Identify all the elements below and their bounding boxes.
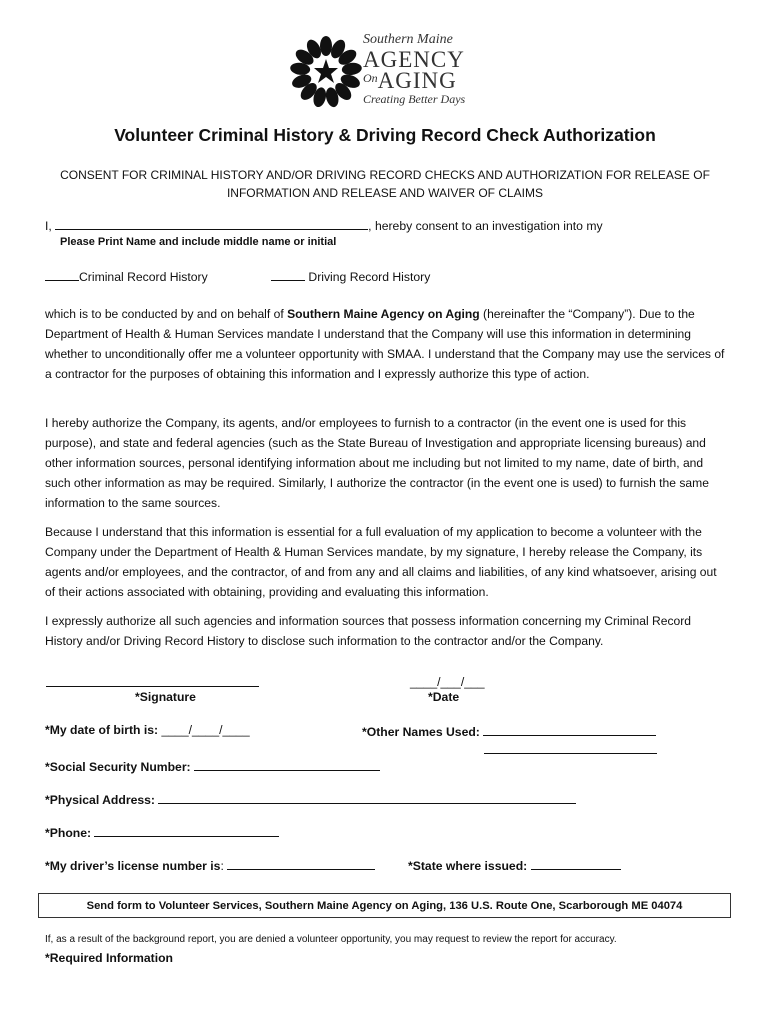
logo-aging: AGING xyxy=(377,68,457,93)
logo-tagline: Creating Better Days xyxy=(363,92,466,106)
criminal-check-label: Criminal Record History xyxy=(79,270,208,284)
dob-row xyxy=(45,723,250,737)
required-note: *Required Information xyxy=(45,951,173,965)
state-row xyxy=(408,857,621,873)
driving-check xyxy=(271,267,430,287)
name-suffix: , hereby consent to an investigation into my xyxy=(368,219,603,233)
signature-label: *Signature xyxy=(135,690,196,704)
send-form-box: Send form to Volunteer Services, Southern Maine Agency on Aging, 136 U.S. Route One, Scarborough ME 04074 xyxy=(38,893,731,918)
paragraph-4: I expressly authorize all such agencies and information sources that possess information concerning my Criminal Record History and/or Driving Record History to disclose such information to the contractor and/or the Company. xyxy=(45,614,691,648)
phone-field[interactable] xyxy=(94,824,279,837)
page-title: Volunteer Criminal History & Driving Record Check Authorization xyxy=(114,125,656,145)
logo-text xyxy=(363,33,465,105)
license-field[interactable] xyxy=(227,857,375,870)
date-label: *Date xyxy=(428,690,460,704)
footer-note: If, as a result of the background report, you are denied a volunteer opportunity, you may request to review the report for accuracy. xyxy=(45,934,617,945)
p1-org: Southern Maine Agency on Aging xyxy=(287,307,480,321)
name-field[interactable] xyxy=(55,217,368,230)
license-label: *My driver’s license number is xyxy=(45,859,221,873)
address-field[interactable] xyxy=(158,791,576,804)
other-names-row xyxy=(362,723,656,739)
address-label: *Physical Address: xyxy=(45,793,155,807)
p1-rest: (hereinafter the “Company”). Due to the Department of Health & Human Services mandate I understand that the Company will use this information in determining whether to unconditionally offer me a volunteer opportunity with SMAA. I understand that the Company may use the services of a contractor for the purposes of obtaining this information and I expressly authorize this type of action. xyxy=(45,307,725,381)
license-row: *My driver’s license number is: xyxy=(45,857,375,873)
p1-start: which is to be conducted by and on behalf of xyxy=(45,307,284,321)
consent-heading: CONSENT FOR CRIMINAL HISTORY AND/OR DRIVING RECORD CHECKS AND AUTHORIZATION FOR RELEASE OF INFORMATION AND RELEASE AND WAIVER OF CLAIMS xyxy=(60,168,710,200)
address-row xyxy=(45,791,576,807)
name-prefix: I, xyxy=(45,219,52,233)
state-label: *State where issued: xyxy=(408,859,528,873)
phone-label: *Phone: xyxy=(45,826,92,840)
state-field[interactable] xyxy=(531,857,621,870)
ssn-label: *Social Security Number: xyxy=(45,760,191,774)
other-names-field[interactable] xyxy=(483,723,656,736)
criminal-check xyxy=(45,267,208,287)
ssn-field[interactable] xyxy=(194,758,380,771)
signature-line[interactable] xyxy=(46,674,259,687)
logo-on: On xyxy=(363,71,378,85)
phone-row xyxy=(45,824,279,840)
logo-line1: Southern Maine xyxy=(363,32,453,47)
dob-label: *My date of birth is: xyxy=(45,723,159,737)
driving-check-label: Driving Record History xyxy=(308,270,431,284)
ssn-row xyxy=(45,758,380,774)
other-names-field-2[interactable] xyxy=(484,741,657,754)
paragraph-1 xyxy=(45,304,730,384)
other-names-label: *Other Names Used: xyxy=(362,725,480,739)
date-line[interactable]: ____/___/___ xyxy=(410,675,485,689)
paragraph-2: I hereby authorize the Company, its agents, and/or employees to furnish to a contractor (in the event one is used for this purpose), and state and federal agencies (such as the State Bureau of Investigation and appropriate licensing bureaus) and other information sources, personal identifying information about me including but not limited to my name, date of birth, and such other information as may be required. Similarly, I authorize the contractor (in the event one is used) to furnish the same information to the same sources. xyxy=(45,416,709,510)
paragraph-3: Because I understand that this information is essential for a full evaluation of my application to become a volunteer with the Company under the Department of Health & Human Services mandate, by my signature, I hereby release the Company, its agents and/or employees, and the contractor, of and from any and all claims and liabilities, of any kind whatsoever, arising out of their actions associated with obtaining, providing and evaluating this information. xyxy=(45,525,717,599)
dob-field[interactable]: ____/____/____ xyxy=(161,723,250,737)
name-line xyxy=(45,216,735,236)
criminal-check-blank[interactable] xyxy=(45,268,79,281)
logo-line2: AGENCY xyxy=(363,47,465,72)
name-hint: Please Print Name and include middle name or initial xyxy=(60,236,337,248)
driving-check-blank[interactable] xyxy=(271,268,305,281)
